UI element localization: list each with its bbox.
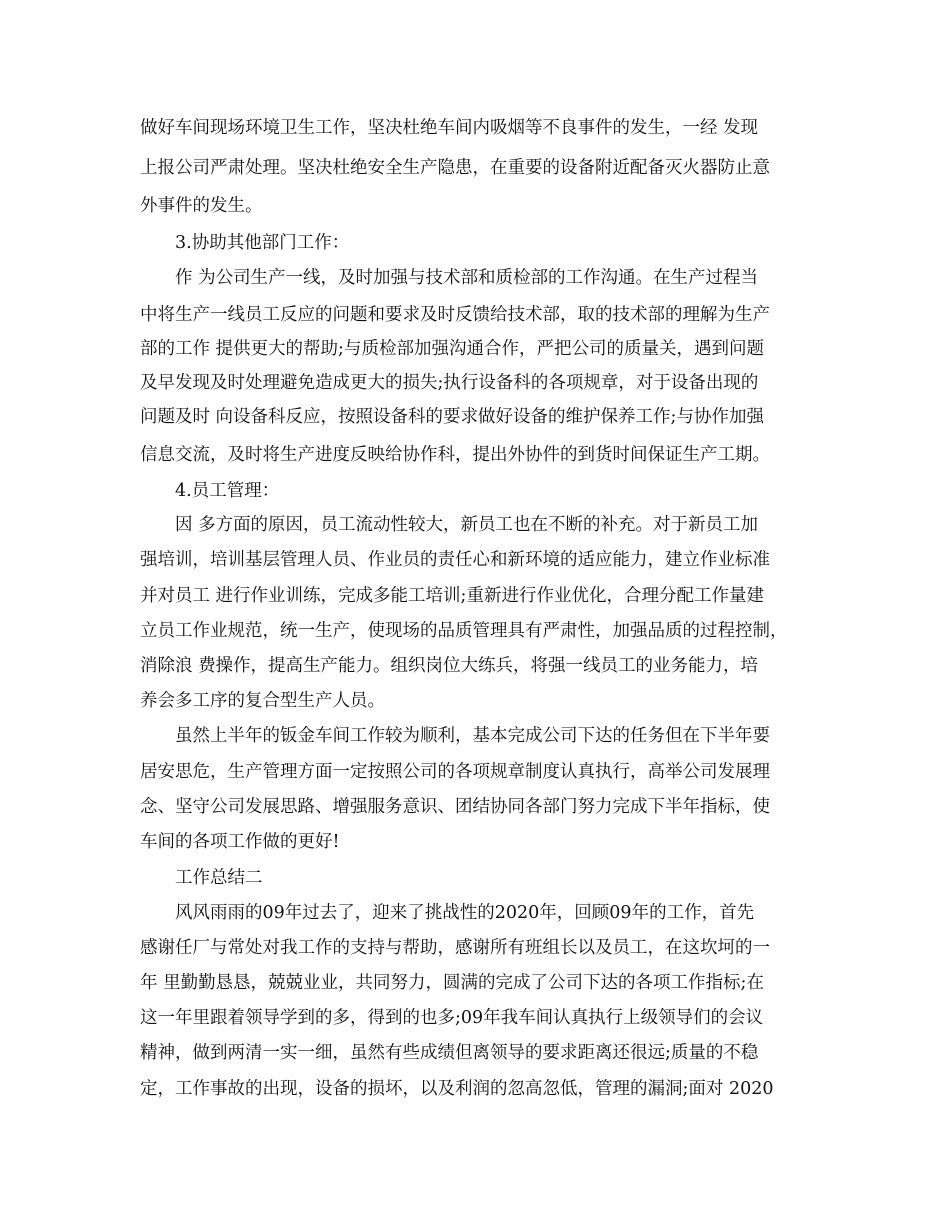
text-line: 部的工作 提供更大的帮助;与质检部加强沟通合作，严把公司的质量关，遇到问题 [140, 339, 764, 359]
text-line: 因 多方面的原因，员工流动性较大，新员工也在不断的补充。对于新员工加 [175, 515, 759, 535]
text-line: 精神，做到两清一实一细，虽然有些成绩但离领导的要求距离还很远;质量的不稳 [140, 1043, 759, 1063]
text-line: 中将生产一线员工反应的问题和要求及时反馈给技术部，取的技术部的理解为生产 [140, 305, 770, 325]
text-line: 做好车间现场环境卫生工作，坚决杜绝车间内吸烟等不良事件的发生，一经 发现 [140, 118, 759, 138]
text-line: 定，工作事故的出现，设备的损坏，以及利润的忽高忽低，管理的漏洞;面对 2020 [140, 1079, 774, 1099]
text-line: 并对员工 进行作业训练，完成多能工培训;重新进行作业优化，合理分配工作量建 [140, 586, 764, 606]
section-title-work-summary-2: 工作总结二 [175, 868, 263, 888]
text-line: 车间的各项工作做的更好! [140, 832, 340, 852]
text-line: 及早发现及时处理避免造成更大的损失;执行设备科的各项规章，对于设备出现的 [140, 373, 759, 393]
text-line: 念、坚守公司发展思路、增强服务意识、团结协同各部门努力完成下半年指标，使 [140, 797, 770, 817]
text-line: 立员工作业规范，统一生产，使现场的品质管理具有严肃性，加强品质的过程控制， [140, 621, 788, 641]
text-line: 上报公司严肃处理。坚决杜绝安全生产隐患，在重要的设备附近配备灭火器防止意 [140, 158, 770, 178]
text-line: 年 里勤勤恳恳，兢兢业业，共同努力，圆满的完成了公司下达的各项工作指标;在 [140, 973, 764, 993]
text-line: 强培训，培训基层管理人员、作业员的责任心和新环境的适应能力，建立作业标准 [140, 550, 770, 570]
section-heading-3: 3.协助其他部门工作： [175, 233, 350, 253]
text-line: 外事件的发生。 [140, 196, 263, 216]
text-line: 居安思危，生产管理方面一定按照公司的各项规章制度认真执行，高举公司发展理 [140, 762, 770, 782]
text-line: 作 为公司生产一线，及时加强与技术部和质检部的工作沟通。在生产过程当 [175, 268, 759, 288]
text-line: 感谢任厂与常处对我工作的支持与帮助，感谢所有班组长以及员工，在这坎坷的一 [140, 938, 770, 958]
text-line: 风风雨雨的09年过去了，迎来了挑战性的2020年，回顾09年的工作，首先 [175, 903, 755, 923]
text-line: 信息交流，及时将生产进度反映给协作科，提出外协件的到货时间保证生产工期。 [140, 445, 770, 465]
text-line: 消除浪 费操作，提高生产能力。组织岗位大练兵，将强一线员工的业务能力，培 [140, 656, 759, 676]
text-line: 问题及时 向设备科反应，按照设备科的要求做好设备的维护保养工作;与协作加强 [140, 407, 764, 427]
text-line: 虽然上半年的钣金车间工作较为顺利，基本完成公司下达的任务但在下半年要 [175, 726, 770, 746]
text-line: 这一年里跟着领导学到的多，得到的也多;09年我车间认真执行上级领导们的会议 [140, 1008, 764, 1028]
text-line: 养会多工序的复合型生产人员。 [140, 691, 385, 711]
section-heading-4: 4.员工管理： [175, 481, 280, 501]
